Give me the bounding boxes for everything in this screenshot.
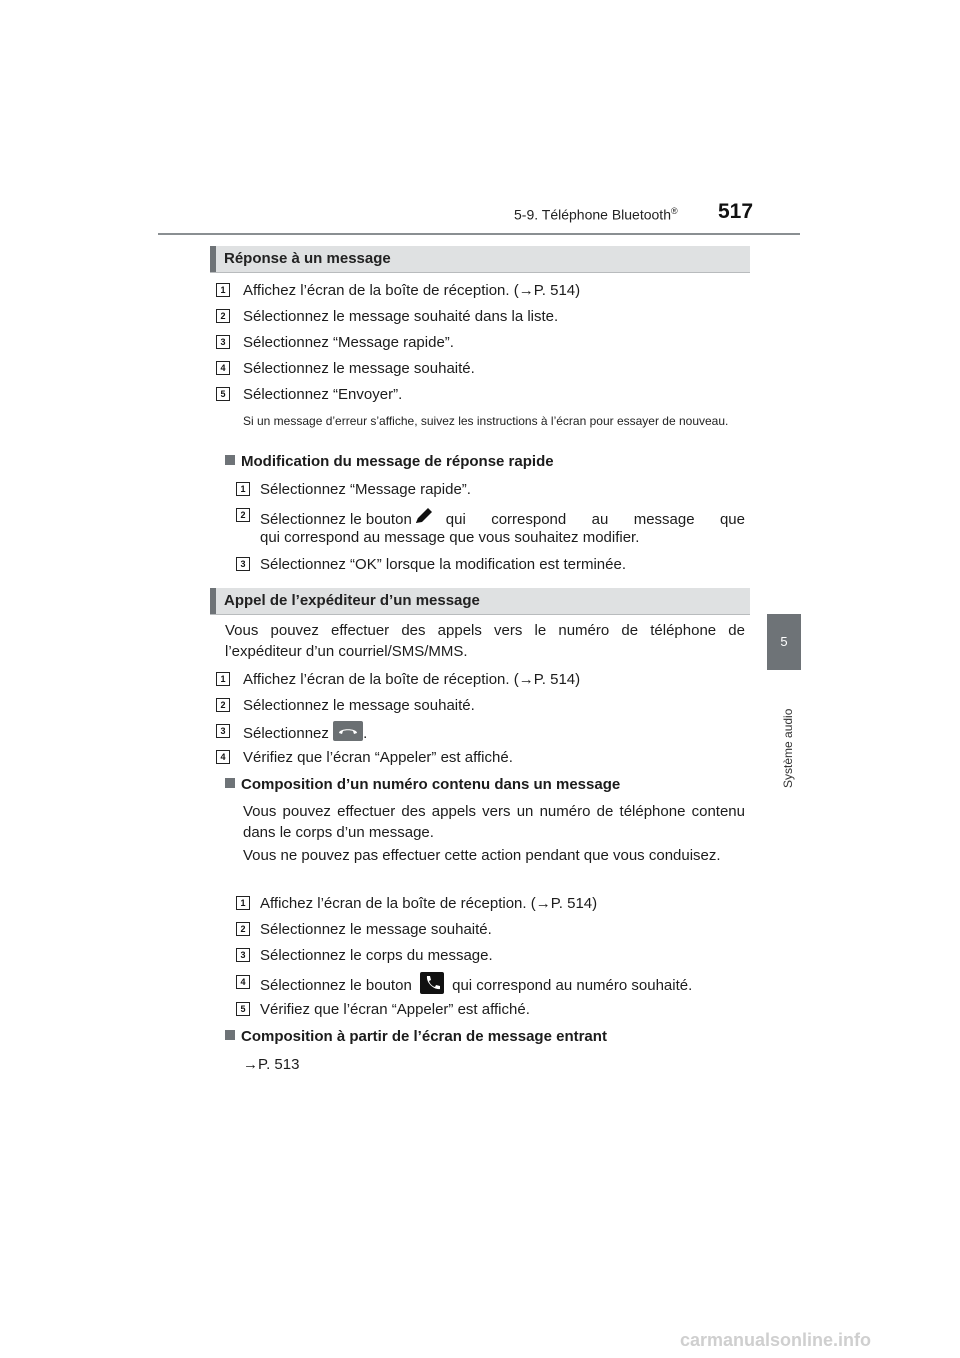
intro-text: Vous pouvez effectuer des appels vers le numéro de téléphone de l’expéditeur d’un courriel/SMS/MMS. (225, 622, 745, 660)
step-text: Sélectionnez “Message rapide”. (243, 334, 454, 351)
watermark: carmanualsonline.info (680, 1330, 872, 1350)
step-text: Sélectionnez “Message rapide”. (260, 481, 471, 498)
chapter-tab-label: Système audio (781, 708, 795, 788)
step-text: Sélectionnez le message souhaité. (260, 921, 492, 938)
step-badge: 2 (236, 508, 250, 522)
step-text-dial-button: Sélectionnez le bouton qui correspond au numéro souhaité. (260, 972, 692, 1000)
sub-heading-quick-reply: Modification du message de réponse rapide (225, 453, 554, 470)
step-text-call: Sélectionnez . (243, 721, 367, 747)
step-text: Sélectionnez le corps du message. (260, 947, 493, 964)
step-badge: 2 (216, 309, 230, 323)
chapter-tab-number: 5 (767, 614, 801, 670)
step-badge: 1 (216, 283, 230, 297)
step-badge: 2 (216, 698, 230, 712)
step-badge: 1 (236, 896, 250, 910)
step-text: Sélectionnez “OK” lorsque la modification est terminée. (260, 556, 627, 573)
step-text: Vérifiez que l’écran “Appeler” est affiché. (243, 749, 513, 766)
square-bullet-icon (225, 778, 235, 788)
step-badge: 3 (216, 335, 230, 349)
step-badge: 1 (216, 672, 230, 686)
step-text: Sélectionnez le message souhaité. (243, 360, 475, 377)
sub-heading-dial-number: Composition d’un numéro contenu dans un message (225, 776, 620, 793)
section-header-call-sender: Appel de l’expéditeur d’un message (210, 588, 750, 615)
sub-heading-incoming-message: Composition à partir de l’écran de message entrant (225, 1028, 607, 1045)
step-badge: 3 (236, 948, 250, 962)
step-text: Sélectionnez le message souhaité dans la liste. (243, 308, 559, 325)
step-badge: 3 (236, 557, 250, 571)
page-reference: →P. 513 (243, 1056, 300, 1073)
step-text: Affichez l’écran de la boîte de réception. (→P. 514) (243, 671, 581, 688)
step-badge: 2 (236, 922, 250, 936)
paragraph-text: Vous ne pouvez pas effectuer cette action pendant que vous conduisez. (243, 847, 721, 864)
phone-call-icon (333, 721, 363, 747)
square-bullet-icon (225, 1030, 235, 1040)
step-text: Sélectionnez le message souhaité. (243, 697, 475, 714)
step-text: Affichez l’écran de la boîte de réception. (→P. 514) (243, 282, 581, 299)
step-badge: 4 (216, 750, 230, 764)
square-bullet-icon (225, 455, 235, 465)
running-header-section: 5-9. Téléphone Bluetooth® (514, 206, 678, 223)
note-text: Si un message d’erreur s’affiche, suivez les instructions à l’écran pour essayer de nouveau. (243, 414, 729, 428)
step-text-edit: Sélectionnez le bouton qui correspond au message que (260, 505, 745, 533)
header-rule (158, 233, 800, 235)
page-number: 517 (718, 200, 754, 223)
step-text: Vérifiez que l’écran “Appeler” est affiché. (260, 1001, 530, 1018)
phone-handset-icon (420, 972, 444, 1000)
paragraph-text: Vous pouvez effectuer des appels vers un numéro de téléphone contenu dans le corps d’un message. (243, 803, 745, 841)
step-badge: 4 (236, 975, 250, 989)
step-text: Affichez l’écran de la boîte de réception. (→P. 514) (260, 895, 598, 912)
step-badge: 5 (216, 387, 230, 401)
step-badge: 1 (236, 482, 250, 496)
step-text-continued: qui correspond au message que vous souhaitez modifier. (260, 529, 640, 546)
section-header-reply: Réponse à un message (210, 246, 750, 273)
step-badge: 3 (216, 724, 230, 738)
step-text: Sélectionnez “Envoyer”. (243, 386, 403, 403)
step-badge: 4 (216, 361, 230, 375)
step-badge: 5 (236, 1002, 250, 1016)
